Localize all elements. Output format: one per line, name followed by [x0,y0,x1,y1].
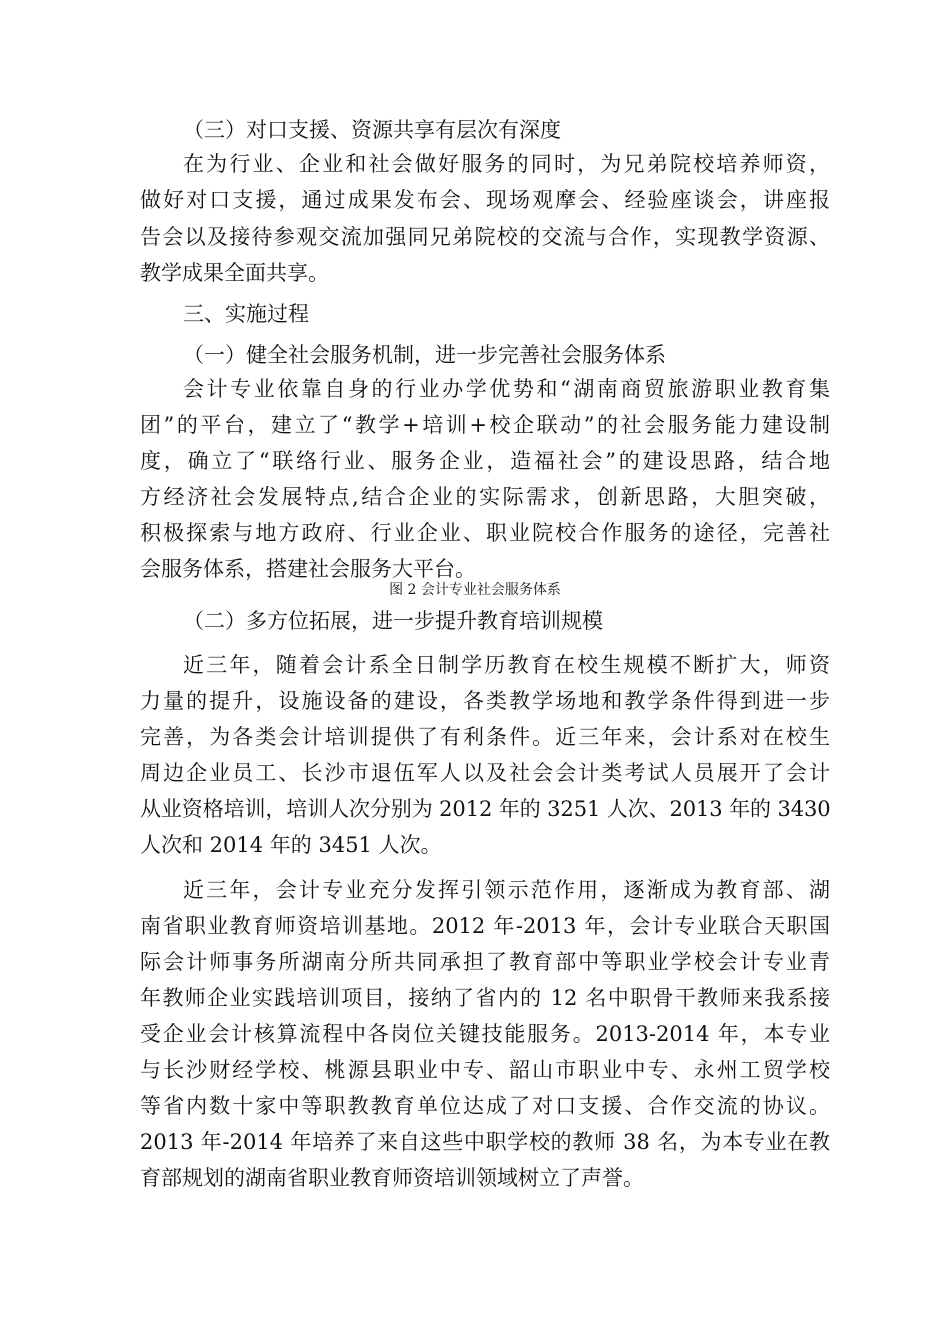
paragraph-line: 告会以及接待参观交流加强同兄弟院校的交流与合作，实现教学资源、 [140,225,830,249]
section-heading-expand: （二）多方位拓展，进一步提升教育培训规模 [183,609,603,633]
paragraph-line: 年教师企业实践培训项目，接纳了省内的 12 名中职骨干教师来我系接 [140,986,830,1010]
paragraph-line: 2013 年-2014 年培养了来自这些中职学校的教师 38 名，为本专业在教 [140,1130,830,1154]
paragraph-line: 方经济社会发展特点,结合企业的实际需求，创新思路，大胆突破， [140,485,830,509]
paragraph-line: 积极探索与地方政府、行业企业、职业院校合作服务的途径，完善社 [140,521,830,545]
paragraph-line: 南省职业教育师资培训基地。2012 年-2013 年，会计专业联合天职国 [140,914,830,938]
paragraph-line: 教学成果全面共享。 [140,261,329,285]
paragraph-line: 在为行业、企业和社会做好服务的同时，为兄弟院校培养师资， [183,152,830,176]
paragraph-line: 做好对口支援，通过成果发布会、现场观摩会、经验座谈会，讲座报 [140,188,830,212]
section-heading-mechanism: （一）健全社会服务机制，进一步完善社会服务体系 [183,343,666,367]
paragraph-line: 近三年，会计专业充分发挥引领示范作用，逐渐成为教育部、湖 [183,878,830,902]
paragraph-line: 从业资格培训，培训人次分别为 2012 年的 3251 人次、2013 年的 3430 [140,797,831,821]
paragraph-line: 度，确立了“联络行业、服务企业，造福社会”的建设思路，结合地 [140,449,830,473]
paragraph-line: 完善，为各类会计培训提供了有利条件。近三年来，会计系对在校生 [140,725,830,749]
paragraph-line: 与长沙财经学校、桃源县职业中专、韶山市职业中专、永州工贸学校 [140,1058,830,1082]
paragraph-line: 会服务体系，搭建社会服务大平台。 [140,557,476,581]
paragraph-line: 团”的平台，建立了“教学+培训+校企联动”的社会服务能力建设制 [140,413,830,437]
paragraph-line: 人次和 2014 年的 3451 人次。 [140,833,442,857]
section-heading-process: 三、实施过程 [183,302,309,326]
paragraph-line: 等省内数十家中等职教教育单位达成了对口支援、合作交流的协议。 [140,1094,830,1118]
paragraph-line: 际会计师事务所湖南分所共同承担了教育部中等职业学校会计专业青 [140,950,830,974]
paragraph-line: 会计专业依靠自身的行业办学优势和“湖南商贸旅游职业教育集 [183,377,830,401]
paragraph-line: 力量的提升，设施设备的建设，各类教学场地和教学条件得到进一步 [140,689,830,713]
paragraph-line: 周边企业员工、长沙市退伍军人以及社会会计类考试人员展开了会计 [140,761,830,785]
paragraph-line: 近三年，随着会计系全日制学历教育在校生规模不断扩大，师资 [183,653,830,677]
paragraph-line: 受企业会计核算流程中各岗位关键技能服务。2013-2014 年，本专业 [140,1022,830,1046]
section-heading-support: （三）对口支援、资源共享有层次有深度 [183,118,561,142]
figure-caption: 图 2 会计专业社会服务体系 [389,582,561,598]
paragraph-line: 育部规划的湖南省职业教育师资培训领域树立了声誉。 [140,1166,644,1190]
